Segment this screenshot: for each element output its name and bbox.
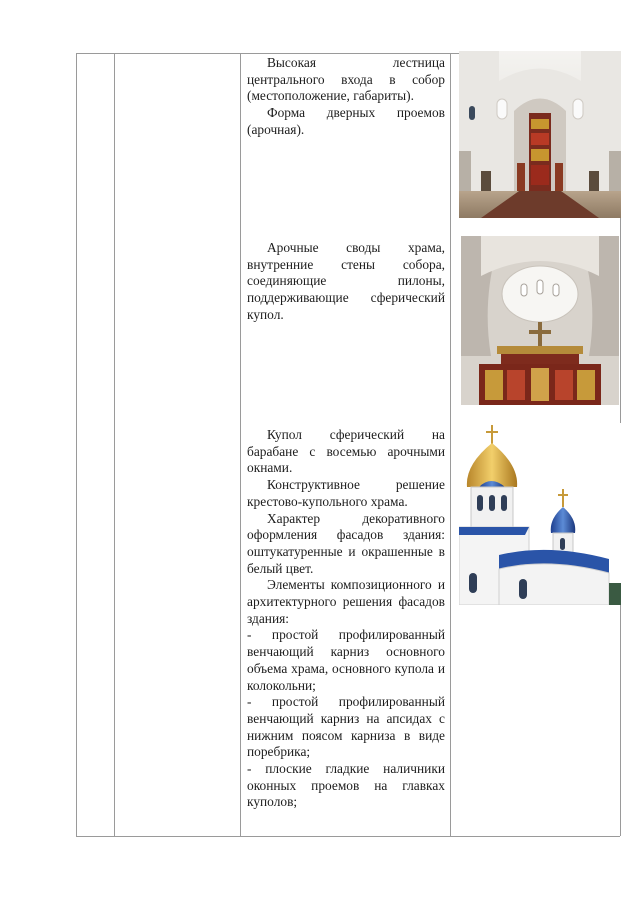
interior-iconostasis-photo (459, 51, 621, 218)
table-bottom-border (76, 836, 620, 837)
text-block-vaults (247, 240, 445, 324)
paragraph: Форма дверных проемов (арочная). (247, 105, 445, 137)
table-col-line-3 (240, 53, 241, 836)
paragraph: Конструктивное решение крестово-купольного храма. (247, 477, 445, 509)
list-item: - плоские гладкие наличники оконных проемов на главках куполов; (247, 761, 445, 810)
table-col-line-4 (450, 53, 451, 836)
dome-vaults-photo (461, 236, 619, 405)
table-col-line-2 (114, 53, 115, 836)
list-item: - простой профилированный венчающий карниз основного объема храма, основного купола и колокольни; (247, 627, 445, 693)
exterior-domes-photo (459, 423, 621, 605)
list-item: - простой профилированный венчающий карниз на апсидах с нижним поясом карниза в виде поребрика; (247, 694, 445, 760)
text-block-entrance (247, 55, 445, 139)
paragraph: Купол сферический на барабане с восемью арочными окнами. (247, 427, 445, 476)
paragraph: Высокая лестница центрального входа в собор (местоположение, габариты). (247, 55, 445, 104)
table-col-line-1 (76, 53, 77, 836)
text-block-dome-facade (247, 427, 445, 811)
paragraph: Элементы композиционного и архитектурного решения фасадов здания: (247, 577, 445, 626)
paragraph: Арочные своды храма, внутренние стены собора, соединяющие пилоны, поддерживающие сферический купол. (247, 240, 445, 322)
paragraph: Характер декоративного оформления фасадов здания: оштукатуренные и окрашенные в белый цвет. (247, 510, 445, 576)
